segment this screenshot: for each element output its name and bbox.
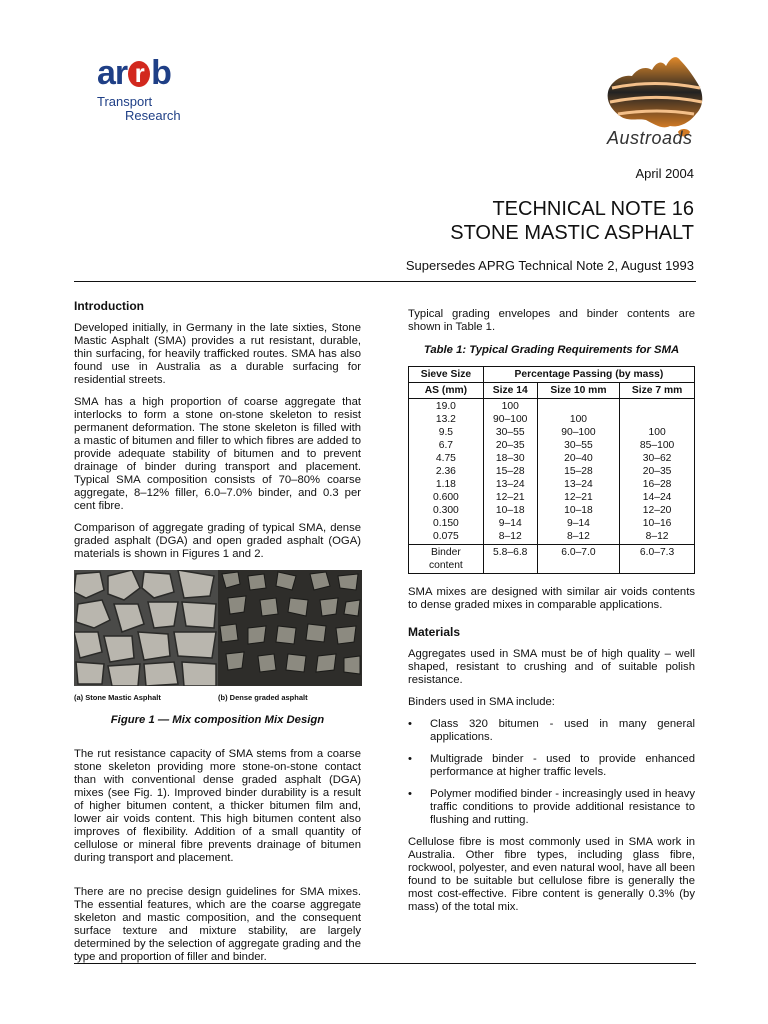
- aggregates-paragraph: Aggregates used in SMA must be of high quality – well shaped, resistant to crushing and of suitable polish resistance.: [408, 648, 695, 686]
- size-10-cell: 90–100: [561, 427, 596, 438]
- size-14-cell: 18–30: [495, 453, 525, 464]
- sieve-size-cell: 1.18: [435, 479, 456, 490]
- sma-photo: [74, 570, 218, 686]
- size-7-cell: 10–16: [642, 518, 672, 529]
- size-7-cell: [622, 400, 692, 413]
- intro-paragraph-1: Developed initially, in Germany in the late sixties, Stone Mastic Asphalt (SMA) provides a rut resistant, durable, thin surfacing, for heavily trafficked routes. SMA has also found use in Australia as a durable surfacing for residential streets.: [74, 322, 361, 386]
- figure-sma: [74, 570, 218, 704]
- size-14-cell: 90–100: [493, 414, 528, 425]
- cellulose-paragraph: Cellulose fibre is most commonly used in SMA work in Australia. Other fibre types, including glass fibre, rockwool, polyester, and even natural wool, have all been found to be suitable but cellulose fibre is generally the most cost-effective. Fibre content is generally 0.3% (by mass) of the total mix.: [408, 836, 695, 913]
- size-14-cell: 15–28: [495, 466, 525, 477]
- introduction-heading: Introduction: [74, 299, 144, 313]
- materials-heading: Materials: [408, 625, 461, 639]
- size-10-cell: 13–24: [564, 479, 593, 490]
- sieve-size-column: [409, 399, 484, 545]
- supersedes-note: Supersedes APRG Technical Note 2, August 1993: [405, 258, 694, 273]
- footer-divider: [74, 963, 696, 964]
- bullet-icon: •: [408, 718, 412, 730]
- binder-list: [408, 718, 695, 827]
- sieve-size-cell: 4.75: [435, 453, 456, 464]
- figure-caption: Figure 1 — Mix composition Mix Design: [110, 714, 325, 726]
- header-divider: [74, 281, 696, 282]
- right-column: [408, 308, 695, 923]
- binder-size-10: 6.0–7.0: [537, 545, 620, 574]
- intro-paragraph-3: Comparison of aggregate grading of typical SMA, dense graded asphalt (DGA) and open graded asphalt (OGA) materials is shown in Figures 1 and 2.: [74, 522, 361, 560]
- sieve-size-cell: 13.2: [435, 414, 456, 425]
- size-14-cell: 8–12: [498, 531, 522, 542]
- size-7-cell: 14–24: [642, 492, 672, 503]
- table-caption: Table 1: Typical Grading Requirements for SMA: [423, 344, 680, 356]
- size-7-cell: 85–100: [639, 440, 675, 451]
- sieve-size-cell: 0.075: [433, 531, 459, 542]
- size-10-column: [537, 399, 620, 545]
- size-10-cell: 100: [569, 414, 588, 425]
- size-10-cell: 30–55: [564, 440, 593, 451]
- figure-b-label: (b) Dense graded asphalt: [218, 693, 308, 702]
- size-14-cell: 20–35: [495, 440, 525, 451]
- bullet-icon: •: [408, 788, 412, 800]
- binder-size-14: 5.8–6.8: [483, 545, 537, 574]
- intro-paragraph-2: SMA has a high proportion of coarse aggregate that interlocks to form a stone on-stone skeleton to resist permanent deformation. The stone skeleton is filled with a mastic of bitumen and filler to which fibres are added to provide adequate stability of bitumen and to prevent drainage of binder during transport and placement. Typical SMA composition consists of 70–80% coarse aggregate, 8–12% filler, 6.0–7.0% binder, and 0.3 per cent fibre.: [74, 396, 361, 512]
- figure-a-label: (a) Stone Mastic Asphalt: [74, 693, 161, 702]
- dga-photo: [218, 570, 362, 686]
- size-10-cell: 12–21: [564, 492, 593, 503]
- size-10-cell: 20–40: [564, 453, 593, 464]
- header-percentage-passing: Percentage Passing (by mass): [483, 367, 694, 383]
- size-14-cell: 13–24: [495, 479, 525, 490]
- size-7-cell: 20–35: [642, 466, 672, 477]
- left-column: [74, 300, 361, 973]
- sieve-size-cell: 2.36: [435, 466, 456, 477]
- size-14-column: [483, 399, 537, 545]
- list-item-text: Class 320 bitumen - used in many general applications.: [430, 718, 695, 743]
- sieve-size-cell: 0.600: [433, 492, 459, 503]
- publication-date: April 2004: [635, 166, 694, 181]
- size-10-cell: 8–12: [566, 531, 590, 542]
- size-10-cell: [540, 400, 618, 413]
- size-14-cell: 9–14: [498, 518, 522, 529]
- size-14-cell: 10–18: [495, 505, 525, 516]
- size-14-cell: 30–55: [495, 427, 525, 438]
- binder-size-7: 6.0–7.3: [620, 545, 695, 574]
- binder-content-label: Binder content: [409, 545, 484, 574]
- list-item-text: Multigrade binder - used to provide enhanced performance at higher traffic levels.: [430, 753, 695, 778]
- sieve-size-cell: 6.7: [438, 440, 454, 451]
- body-paragraph-4: The rut resistance capacity of SMA stems from a coarse stone skeleton providing more stone-on-stone contact than with conventional dense graded asphalt (DGA) mixes (see Fig. 1). Improved binder durability is a result of higher bitumen content, a thicker bitumen film and, lower air voids content. This high bitumen content also improves of flexibility. Addition of a small quantity of cellulose or mineral fibre prevents drainage of bitumen during transport and placement.: [74, 748, 361, 864]
- bullet-icon: •: [408, 753, 412, 765]
- sieve-size-cell: 0.150: [433, 518, 459, 529]
- figure-1: [74, 570, 361, 704]
- header-size-14: Size 14: [483, 383, 537, 399]
- header-as-mm: AS (mm): [409, 383, 484, 399]
- size-7-cell: 100: [648, 427, 666, 438]
- air-voids-paragraph: SMA mixes are designed with similar air voids contents to dense graded mixes in comparable applications.: [408, 586, 695, 611]
- size-10-cell: 15–28: [564, 466, 593, 477]
- arrb-logo-line2: Research: [125, 108, 181, 123]
- header-size-10: Size 10 mm: [537, 383, 620, 399]
- austroads-wordmark: Austroads: [607, 128, 693, 148]
- grading-table: [408, 366, 695, 574]
- header-sieve-size: Sieve Size: [409, 367, 484, 383]
- size-7-cell: 8–12: [645, 531, 669, 542]
- size-7-cell: 16–28: [642, 479, 672, 490]
- size-14-cell: 12–21: [495, 492, 525, 503]
- arrb-logo-line1: Transport: [97, 94, 153, 109]
- size-7-cell: [622, 413, 692, 426]
- size-14-cell: 100: [501, 401, 519, 412]
- size-7-cell: 12–20: [642, 505, 672, 516]
- sieve-size-cell: 19.0: [435, 401, 456, 412]
- page-title-line1: TECHNICAL NOTE 16: [492, 198, 694, 220]
- sieve-size-cell: 9.5: [438, 427, 454, 438]
- list-item: [408, 753, 695, 779]
- list-item: [408, 718, 695, 744]
- page-title-line2: STONE MASTIC ASPHALT: [450, 222, 694, 244]
- list-item-text: Polymer modified binder - increasingly used in heavy traffic conditions to provide additional resistance to flushing and rutting.: [430, 788, 695, 826]
- size-7-column: [620, 399, 695, 545]
- size-10-cell: 10–18: [564, 505, 593, 516]
- figure-dga: [218, 570, 362, 704]
- arrb-wordmark: ar r b: [97, 54, 171, 92]
- table-intro-paragraph: Typical grading envelopes and binder contents are shown in Table 1.: [408, 308, 695, 333]
- size-7-cell: 30–62: [642, 453, 672, 464]
- size-10-cell: 9–14: [566, 518, 590, 529]
- binders-intro: Binders used in SMA include:: [408, 696, 555, 708]
- sieve-size-cell: 0.300: [433, 505, 459, 516]
- header-size-7: Size 7 mm: [620, 383, 695, 399]
- list-item: [408, 788, 695, 827]
- arrb-logo: [97, 54, 237, 123]
- body-paragraph-5: There are no precise design guidelines for SMA mixes. The essential features, which are the coarse aggregate skeleton and mastic composition, and the consequent surface texture and mixture stability, are largely determined by the selection of aggregate grading and the type and proportion of filler and binder.: [74, 886, 361, 963]
